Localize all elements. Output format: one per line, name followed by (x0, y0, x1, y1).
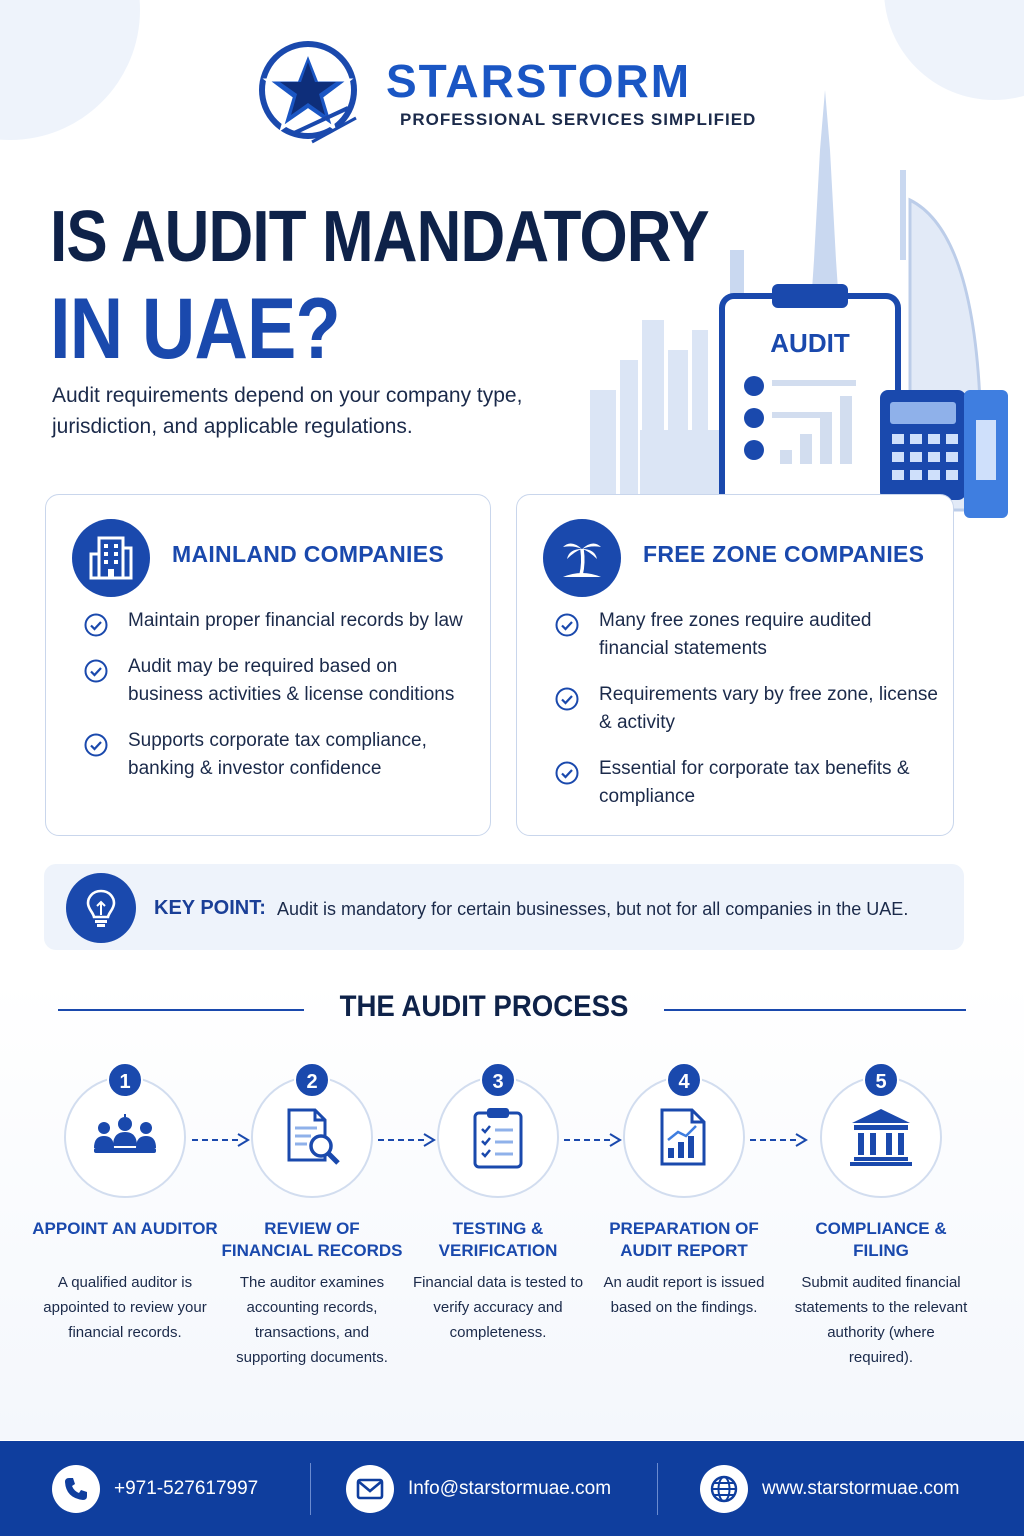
check-circle-icon (84, 733, 108, 757)
arrow-right-icon (564, 1132, 622, 1148)
star-logo-icon (252, 38, 364, 150)
list-item: Essential for corporate tax benefits & compliance (555, 755, 945, 811)
step-description: Submit audited financial statements to the relevant authority (where required). (794, 1274, 968, 1366)
step-icon-circle (437, 1071, 559, 1198)
institution-icon (848, 1107, 914, 1167)
globe-icon (700, 1465, 748, 1513)
step-title: APPOINT AN AUDITOR (32, 1219, 218, 1238)
check-circle-icon (555, 613, 579, 637)
step-number: 1 (107, 1062, 143, 1098)
process-step-1 (30, 1060, 220, 1345)
process-step-3 (403, 1060, 593, 1345)
team-meeting-icon (90, 1114, 160, 1160)
phone-icon (52, 1465, 100, 1513)
page-title-line2: IN UAE? (50, 281, 340, 377)
key-point-text: Audit is mandatory for certain businesses, but not for all companies in the UAE. (277, 899, 909, 919)
step-number: 3 (480, 1062, 516, 1098)
step-number: 2 (294, 1062, 330, 1098)
footer-website[interactable] (700, 1465, 959, 1513)
document-search-icon (281, 1106, 343, 1168)
phone-number: +971-527617997 (114, 1478, 259, 1499)
check-circle-icon (555, 761, 579, 785)
footer-divider (657, 1463, 658, 1515)
process-step-5 (786, 1060, 976, 1370)
step-icon-circle (64, 1071, 186, 1198)
check-circle-icon (555, 687, 579, 711)
dubai-skyline-illustration (580, 90, 1010, 530)
arrow-right-icon (378, 1132, 436, 1148)
page-title-line1: IS AUDIT MANDATORY (50, 197, 709, 277)
card-list (84, 607, 474, 801)
list-item: Maintain proper financial records by law (84, 607, 474, 635)
footer-email[interactable] (346, 1465, 611, 1513)
process-divider-right (664, 1009, 966, 1011)
palm-tree-icon (543, 519, 621, 597)
brand-name: STARSTORM (386, 55, 692, 107)
lightbulb-icon (66, 873, 136, 943)
clipboard-label: AUDIT (770, 328, 850, 358)
step-icon-circle (623, 1071, 745, 1198)
card-title: FREE ZONE COMPANIES (643, 541, 925, 567)
contact-footer (0, 1441, 1024, 1536)
step-title: TESTING & VERIFICATION (438, 1219, 558, 1260)
arrow-right-icon (750, 1132, 808, 1148)
step-description: A qualified auditor is appointed to review your financial records. (43, 1274, 207, 1341)
card-title: MAINLAND COMPANIES (172, 541, 445, 567)
free-zone-companies-card (516, 494, 954, 836)
mainland-companies-card (45, 494, 491, 836)
card-list (555, 607, 945, 829)
step-title: REVIEW OF FINANCIAL RECORDS (221, 1219, 403, 1260)
building-icon (72, 519, 150, 597)
list-item: Supports corporate tax compliance, banking & investor confidence (84, 727, 474, 783)
background-shape-right (884, 0, 1024, 100)
key-point-banner (44, 864, 964, 950)
step-title: COMPLIANCE & FILING (815, 1219, 947, 1260)
intro-text: Audit requirements depend on your company type, jurisdiction, and applicable regulations. (52, 384, 523, 438)
check-circle-icon (84, 613, 108, 637)
checklist-icon (471, 1105, 525, 1169)
step-number: 4 (666, 1062, 702, 1098)
check-circle-icon (84, 659, 108, 683)
step-icon-circle (820, 1071, 942, 1198)
report-chart-icon (656, 1106, 712, 1168)
step-title: PREPARATION OF AUDIT REPORT (609, 1219, 759, 1260)
envelope-icon (346, 1465, 394, 1513)
process-step-2 (217, 1060, 407, 1370)
website-url: www.starstormuae.com (762, 1478, 960, 1499)
key-point-label: KEY POINT: (154, 897, 266, 919)
footer-phone[interactable] (52, 1465, 258, 1513)
process-step-4 (589, 1060, 779, 1320)
process-title: THE AUDIT PROCESS (339, 990, 629, 1023)
step-number: 5 (863, 1062, 899, 1098)
step-description: Financial data is tested to verify accuracy and completeness. (412, 1274, 584, 1341)
arrow-right-icon (192, 1132, 250, 1148)
brand-tagline: PROFESSIONAL SERVICES SIMPLIFIED (400, 110, 757, 129)
step-description: The auditor examines accounting records, transactions, and supporting documents. (236, 1274, 388, 1366)
step-description: An audit report is issued based on the findings. (603, 1274, 765, 1316)
email-address: Info@starstormuae.com (408, 1478, 612, 1499)
list-item: Many free zones require audited financial statements (555, 607, 945, 663)
list-item: Requirements vary by free zone, license & activity (555, 681, 945, 737)
list-item: Audit may be required based on business activities & license conditions (84, 653, 474, 709)
footer-divider (310, 1463, 311, 1515)
process-divider-left (58, 1009, 304, 1011)
step-icon-circle (251, 1071, 373, 1198)
background-shape-left (0, 0, 140, 140)
